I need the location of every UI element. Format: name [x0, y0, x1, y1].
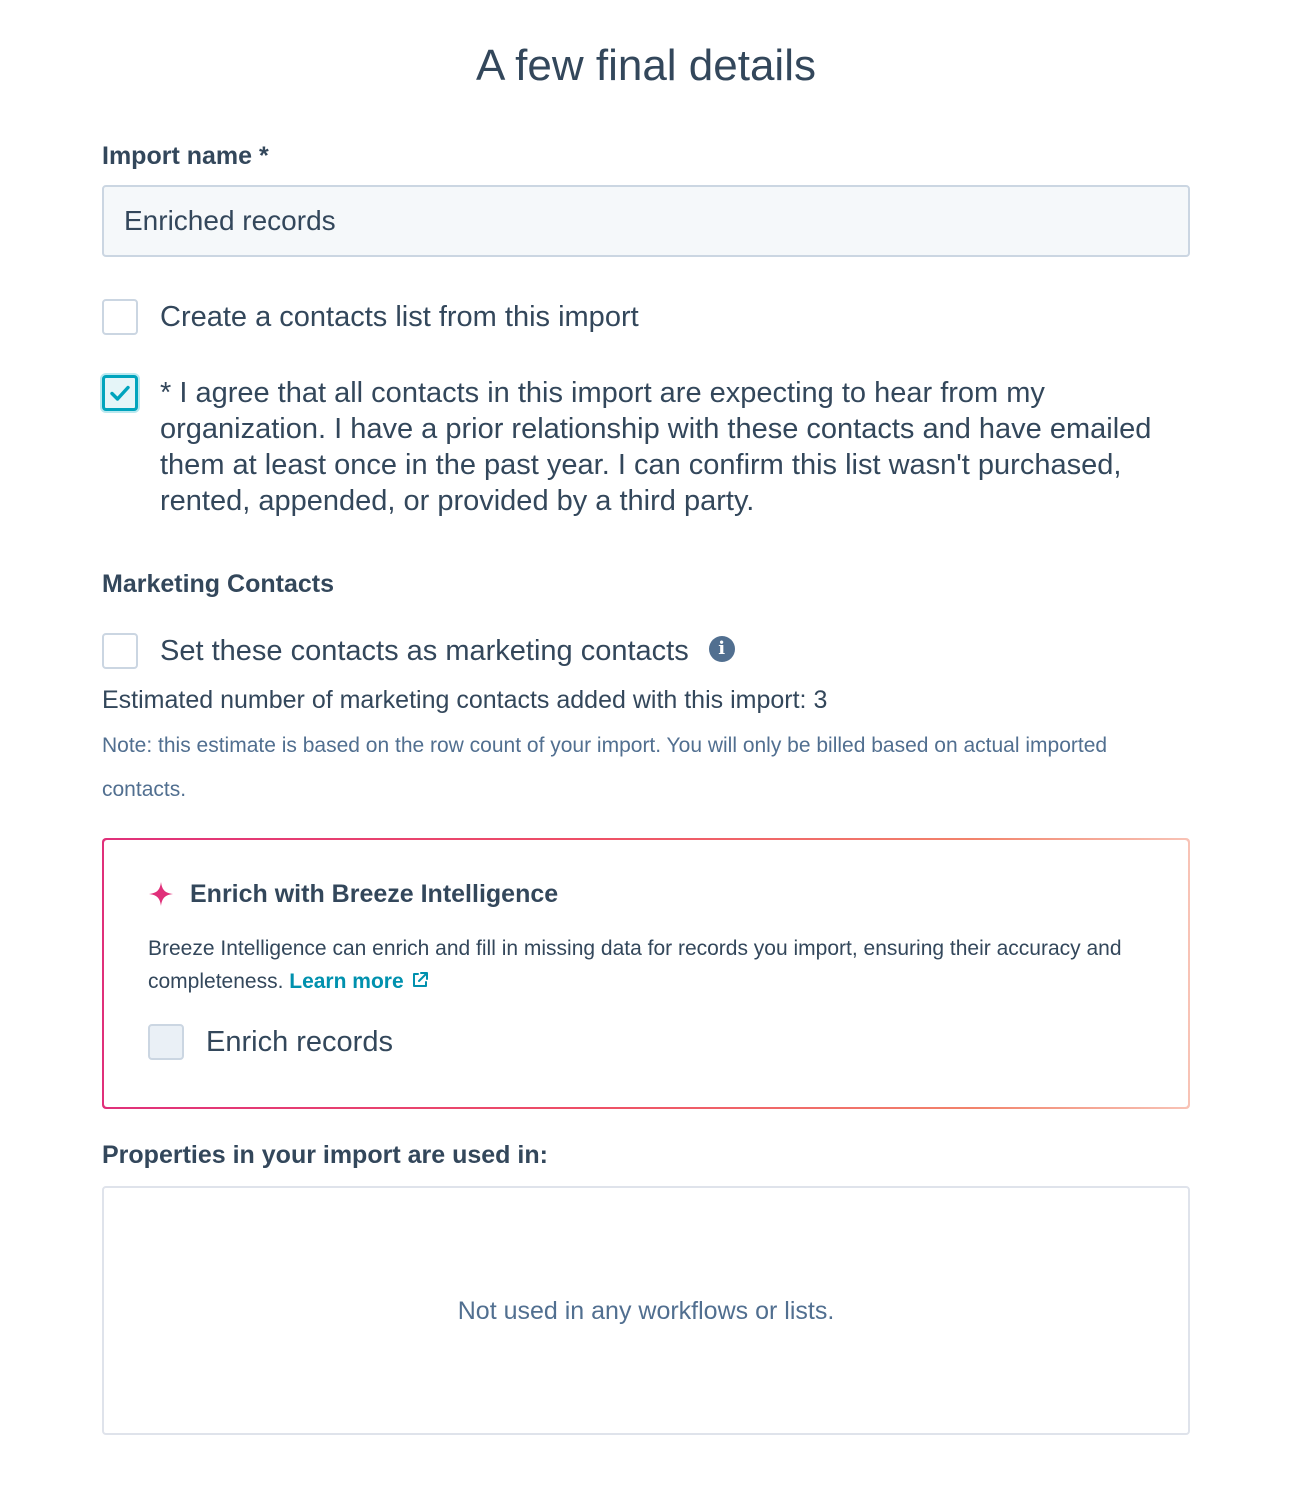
breeze-card-body — [104, 840, 1188, 1107]
marketing-contacts-heading: Marketing Contacts — [102, 570, 334, 598]
page-title: A few final details — [476, 41, 816, 90]
agreement-checkbox[interactable] — [102, 375, 138, 411]
enrich-records-label: Enrich records — [206, 1026, 393, 1058]
learn-more-label: Learn more — [289, 970, 404, 993]
sparkle-icon — [148, 881, 174, 907]
billing-note: Note: this estimate is based on the row count of your import. You will only be billed based on actual imported contacts. — [102, 734, 1108, 801]
create-list-row[interactable] — [102, 299, 639, 335]
agreement-label: * I agree that all contacts in this import are expecting to hear from my organization. I have a prior relationship with these contacts and have emailed them at least once in the past year. I can confirm this list wasn't purchased, rented, appended, or provided by a third party. — [160, 377, 1152, 517]
marketing-contacts-label-wrap — [160, 633, 735, 669]
properties-usage-box — [102, 1186, 1190, 1435]
enrich-records-row[interactable] — [148, 1024, 393, 1060]
import-name-input[interactable] — [102, 185, 1190, 257]
breeze-description-block — [148, 932, 1128, 998]
marketing-contacts-checkbox[interactable] — [102, 633, 138, 669]
properties-usage-heading: Properties in your import are used in: — [102, 1141, 548, 1169]
learn-more-link[interactable] — [289, 970, 429, 993]
breeze-title-row — [148, 878, 558, 910]
info-icon[interactable]: i — [709, 636, 735, 662]
breeze-description: Breeze Intelligence can enrich and fill in missing data for records you import, ensuring their accuracy and completeness. — [148, 937, 1122, 993]
create-list-label: Create a contacts list from this import — [160, 301, 639, 333]
enrich-records-checkbox[interactable] — [148, 1024, 184, 1060]
properties-empty-state: Not used in any workflows or lists. — [457, 1296, 835, 1325]
marketing-contacts-estimate: Estimated number of marketing contacts added with this import: 3 — [102, 686, 828, 714]
checkmark-icon — [108, 381, 132, 405]
breeze-intelligence-card — [102, 838, 1190, 1109]
breeze-title: Enrich with Breeze Intelligence — [190, 880, 559, 908]
import-name-label: Import name * — [102, 142, 269, 170]
external-link-icon — [410, 970, 430, 990]
marketing-contacts-row[interactable] — [102, 633, 735, 669]
agreement-row[interactable] — [102, 375, 1172, 519]
marketing-contacts-label: Set these contacts as marketing contacts — [160, 635, 689, 667]
create-list-checkbox[interactable] — [102, 299, 138, 335]
